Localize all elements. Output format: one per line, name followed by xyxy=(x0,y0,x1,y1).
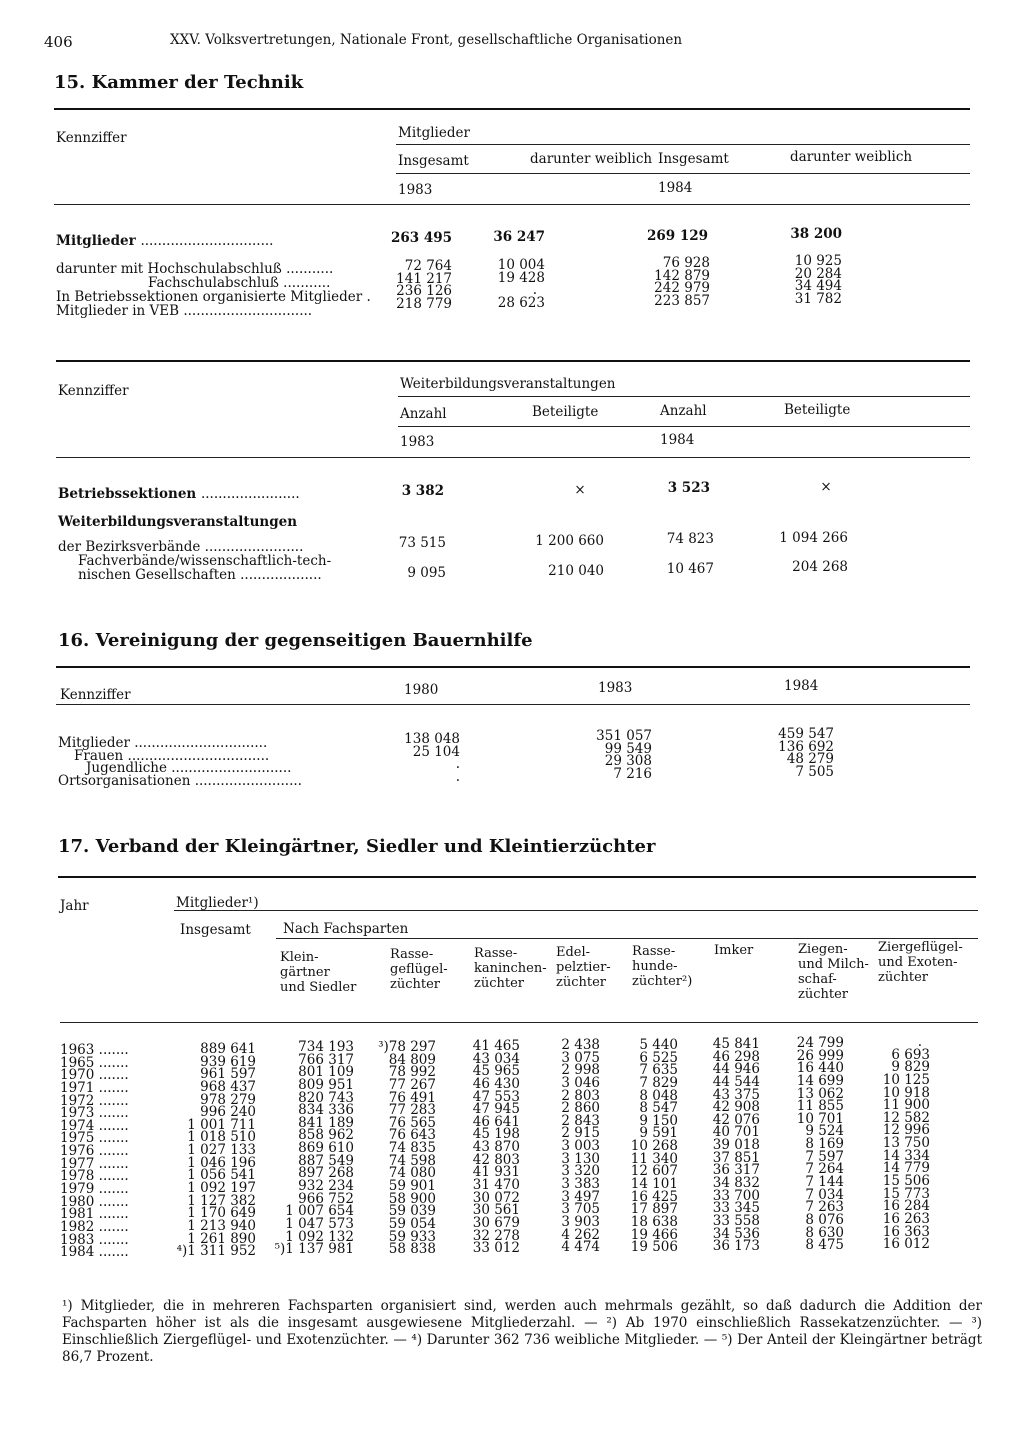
t3-col-1980: 138 048 25 104 . . xyxy=(404,731,460,785)
table-cell: 16 440 xyxy=(796,1060,844,1077)
table-cell: 3 320 xyxy=(561,1163,600,1180)
t2-group-header: Weiterbildungsveranstaltungen xyxy=(400,376,616,392)
table-cell: 19 506 xyxy=(630,1239,678,1256)
t4-year-column xyxy=(60,1044,129,1259)
table-cell: 26 999 xyxy=(796,1047,844,1064)
t1-col-weiblich-1983: darunter weiblich xyxy=(530,151,653,167)
table-cell: 3 903 xyxy=(561,1213,600,1230)
table-cell: 9 095 xyxy=(407,565,446,581)
t1-col-3: 76 928 142 879 242 979 223 857 xyxy=(654,255,710,309)
t1-col-2: 10 004 19 428 . 28 623 xyxy=(497,257,545,311)
table-cell: 1 018 510 xyxy=(187,1129,256,1146)
table-cell: 33 012 xyxy=(472,1240,520,1257)
year-value: 1983 xyxy=(60,1231,95,1248)
table-row-label: Betriebssektionen ....................... xyxy=(58,486,300,502)
t4-rassekaninchen-column xyxy=(460,1040,520,1255)
table-cell: 7 597 xyxy=(805,1148,844,1165)
table-cell: 1 094 266 xyxy=(779,530,848,546)
table-cell: 3 075 xyxy=(561,1049,600,1066)
table-cell: 39 018 xyxy=(712,1137,760,1154)
table-cell: 11 340 xyxy=(630,1150,678,1167)
table-cell: 820 743 xyxy=(298,1089,354,1106)
table-cell: 45 198 xyxy=(472,1126,520,1143)
t1-col-4: 10 925 20 284 34 494 31 782 xyxy=(794,253,842,307)
table-cell: 9 591 xyxy=(639,1125,678,1142)
year-value: 1972 xyxy=(60,1092,95,1109)
table-cell: 809 951 xyxy=(298,1076,354,1093)
table-cell: 2 998 xyxy=(561,1062,600,1079)
t4-subcol-header: Edel- pelztier- züchter xyxy=(556,945,611,990)
table-cell: 8 475 xyxy=(805,1237,844,1254)
table-cell: 38 200 xyxy=(790,226,842,242)
page-number: 406 xyxy=(44,33,73,51)
year-value: 1979 xyxy=(60,1181,95,1198)
table-cell: 204 268 xyxy=(792,559,848,575)
table-cell: 59 933 xyxy=(388,1228,436,1245)
t4-insgesamt-header: Insgesamt xyxy=(180,922,251,938)
table-cell: 834 336 xyxy=(298,1102,354,1119)
table-cell: 13 062 xyxy=(796,1085,844,1102)
table-cell: 46 298 xyxy=(712,1048,760,1065)
t1-kennziffer-header: Kennziffer xyxy=(56,130,127,146)
year-value: 1963 xyxy=(60,1042,95,1058)
table-cell: × xyxy=(820,479,832,495)
section-15-title: 15. Kammer der Technik xyxy=(54,72,304,93)
table-cell: 263 495 xyxy=(390,230,452,246)
table-cell: 1 007 654 xyxy=(285,1203,354,1220)
t3-col-1983: 351 057 99 549 29 308 7 216 xyxy=(596,728,652,782)
table-cell: 1 092 197 xyxy=(187,1180,256,1197)
table-cell: 34 832 xyxy=(712,1175,760,1192)
t2-year-1984: 1984 xyxy=(660,432,695,448)
leader-dots: ....... xyxy=(94,1218,129,1235)
table-cell: 43 870 xyxy=(472,1139,520,1156)
table-cell: 46 641 xyxy=(472,1113,520,1130)
t3-labels: Mitglieder ............................... Frauen ................................. Jugendliche ............................ Ortsorganisationen ......................... xyxy=(58,735,302,789)
table-cell: 961 597 xyxy=(200,1066,256,1083)
leader-dots: ....... xyxy=(94,1092,129,1109)
table-cell: 7 144 xyxy=(805,1174,844,1191)
section-17-title: 17. Verband der Kleingärtner, Siedler und Kleintierzüchter xyxy=(58,836,656,857)
leader-dots: ....... xyxy=(94,1105,129,1122)
table-cell: 1 027 133 xyxy=(187,1142,256,1159)
table-cell: 59 901 xyxy=(388,1178,436,1195)
table-cell: 19 466 xyxy=(630,1226,678,1243)
t3-year-1980: 1980 xyxy=(404,682,439,698)
table-cell: 11 900 xyxy=(882,1097,930,1114)
table-cell: 210 040 xyxy=(548,563,604,579)
table-cell: 77 283 xyxy=(388,1102,436,1119)
table-cell: 42 803 xyxy=(472,1151,520,1168)
table-cell: 43 034 xyxy=(472,1050,520,1067)
table-cell: 84 809 xyxy=(388,1051,436,1068)
year-value: 1973 xyxy=(60,1105,95,1122)
table-cell: 42 076 xyxy=(712,1111,760,1128)
table-cell: 16 425 xyxy=(630,1188,678,1205)
table-cell: 12 996 xyxy=(882,1122,930,1139)
table-cell: 78 992 xyxy=(388,1064,436,1081)
table-cell: 897 268 xyxy=(298,1165,354,1182)
table-cell: × xyxy=(574,482,586,498)
table-cell: 13 750 xyxy=(882,1135,930,1152)
table-cell: ⁴)1 311 952 xyxy=(176,1243,256,1260)
t2-col-anzahl-1984: Anzahl xyxy=(660,403,707,419)
t4-jahr-header: Jahr xyxy=(60,898,89,914)
t1-year-1984: 1984 xyxy=(658,180,693,196)
table-cell: 8 547 xyxy=(639,1100,678,1117)
table-cell: 24 799 xyxy=(796,1035,844,1051)
table-cell: 858 962 xyxy=(298,1127,354,1144)
table-cell: 2 803 xyxy=(561,1087,600,1104)
table-cell: 2 915 xyxy=(561,1125,600,1142)
table-cell: 3 523 xyxy=(667,480,710,496)
t1-group-header: Mitglieder xyxy=(398,125,470,141)
rule xyxy=(398,426,970,427)
table-cell: 3 383 xyxy=(561,1176,600,1193)
table-cell: 32 278 xyxy=(472,1227,520,1244)
leader-dots: ....... xyxy=(94,1193,129,1210)
table-row-label: Fachverbände/wissenschaftlich-tech- xyxy=(78,553,332,569)
table-cell: 9 524 xyxy=(805,1123,844,1140)
table-cell: 16 263 xyxy=(882,1210,930,1227)
t4-subcol-header: Rasse- kaninchen- züchter xyxy=(474,946,547,991)
t4-ziergefluegel-column xyxy=(862,1036,930,1251)
table-cell: 17 897 xyxy=(630,1201,678,1218)
t4-subcol-header: Klein- gärtner und Siedler xyxy=(280,950,357,995)
table-cell: 14 699 xyxy=(796,1072,844,1089)
table-cell: 30 072 xyxy=(472,1189,520,1206)
table-cell: 939 619 xyxy=(200,1053,256,1070)
table-cell: 7 034 xyxy=(805,1186,844,1203)
table-cell: 74 823 xyxy=(666,531,714,547)
table-cell: 59 039 xyxy=(388,1203,436,1220)
table-cell: 16 284 xyxy=(882,1198,930,1215)
table-cell: 2 843 xyxy=(561,1112,600,1129)
table-cell: 14 779 xyxy=(882,1160,930,1177)
t4-rassehunde-column xyxy=(622,1039,678,1254)
t2-year-1983: 1983 xyxy=(400,434,435,450)
table-cell: 10 918 xyxy=(882,1084,930,1101)
table-cell: 8 048 xyxy=(639,1087,678,1104)
leader-dots: ....... xyxy=(94,1117,129,1134)
table-cell: 841 189 xyxy=(298,1114,354,1131)
leader-dots: ....... xyxy=(94,1168,129,1185)
table-cell: 76 643 xyxy=(388,1127,436,1144)
table-cell: 968 437 xyxy=(200,1078,256,1095)
leader-dots: ....... xyxy=(94,1067,129,1084)
rule xyxy=(54,108,970,110)
t2-col-anzahl-1983: Anzahl xyxy=(400,406,447,422)
table-cell: 46 430 xyxy=(472,1075,520,1092)
table-cell: 11 855 xyxy=(796,1098,844,1115)
table-cell: 1 261 890 xyxy=(187,1230,256,1247)
table-row-label: der Bezirksverbände ....................... xyxy=(58,539,304,555)
rule xyxy=(56,704,970,705)
t4-insgesamt-column xyxy=(170,1043,256,1258)
rule xyxy=(396,144,970,145)
t4-subcol-header: Imker xyxy=(714,943,754,958)
table-cell: 7 829 xyxy=(639,1074,678,1091)
table-cell: 3 003 xyxy=(561,1138,600,1155)
year-value: 1970 xyxy=(60,1067,95,1084)
leader-dots: ....... xyxy=(94,1206,129,1223)
rule xyxy=(54,204,970,205)
table-cell: 36 173 xyxy=(712,1238,760,1255)
t4-imker-column xyxy=(700,1038,760,1253)
table-cell: 4 474 xyxy=(561,1239,600,1256)
table-cell: 3 046 xyxy=(561,1074,600,1091)
table-cell: 16 363 xyxy=(882,1223,930,1240)
t4-rassegefluegel-column xyxy=(374,1041,436,1256)
t4-kleingaertner-column xyxy=(270,1041,354,1256)
table-cell: 1 001 711 xyxy=(187,1116,256,1133)
table-cell: 33 345 xyxy=(712,1200,760,1217)
table-cell: 10 268 xyxy=(630,1138,678,1155)
table-row-year xyxy=(60,1246,129,1259)
t2-kennziffer-header: Kennziffer xyxy=(58,383,129,399)
table-cell: 3 497 xyxy=(561,1188,600,1205)
table-cell: 73 515 xyxy=(398,535,446,551)
table-cell: 734 193 xyxy=(298,1039,354,1055)
rule xyxy=(60,1022,978,1023)
table-cell: 869 610 xyxy=(298,1140,354,1157)
table-cell: 36 247 xyxy=(493,229,545,245)
year-value: 1981 xyxy=(60,1206,95,1223)
table-cell: 4 262 xyxy=(561,1226,600,1243)
table-cell: 45 841 xyxy=(712,1036,760,1052)
table-cell: 1 046 196 xyxy=(187,1154,256,1171)
table-cell: 10 125 xyxy=(882,1071,930,1088)
table-cell: 6 525 xyxy=(639,1049,678,1066)
table-cell: 978 279 xyxy=(200,1091,256,1108)
rule xyxy=(276,938,978,939)
table-cell: 996 240 xyxy=(200,1104,256,1121)
t4-subcol-header: Rasse- hunde- züchter²) xyxy=(632,944,693,989)
t4-subcol-header: Ziegen- und Milch- schaf- züchter xyxy=(798,942,869,1002)
table-cell: 2 438 xyxy=(561,1037,600,1053)
table-cell: 1 213 940 xyxy=(187,1217,256,1234)
table-cell: 47 553 xyxy=(472,1088,520,1105)
year-value: 1984 xyxy=(60,1244,95,1261)
table-cell: ³)78 297 xyxy=(378,1039,436,1055)
table-cell: 5 440 xyxy=(639,1037,678,1053)
table-cell: ⁵)1 137 981 xyxy=(274,1241,354,1258)
table-cell: 77 267 xyxy=(388,1076,436,1093)
table-cell: 3 130 xyxy=(561,1150,600,1167)
leader-dots: ....... xyxy=(94,1079,129,1096)
leader-dots: ....... xyxy=(94,1231,129,1248)
year-value: 1978 xyxy=(60,1168,95,1185)
table-row-label: Mitglieder in VEB .............................. xyxy=(56,303,313,319)
year-value: 1982 xyxy=(60,1218,95,1235)
t3-col-1984: 459 547 136 692 48 279 7 505 xyxy=(778,726,834,780)
table-cell: 40 701 xyxy=(712,1124,760,1141)
year-value: 1975 xyxy=(60,1130,95,1147)
t3-year-1984: 1984 xyxy=(784,678,819,694)
table-cell: 41 465 xyxy=(472,1038,520,1054)
table-cell: 1 056 541 xyxy=(187,1167,256,1184)
table-row-label: Mitglieder ............................... xyxy=(56,233,274,249)
table-cell: 2 860 xyxy=(561,1100,600,1117)
table-cell: 15 506 xyxy=(882,1173,930,1190)
table-cell: . xyxy=(917,1034,922,1050)
t2-col-beteiligte-1984: Beteiligte xyxy=(784,402,851,418)
table-cell: 47 945 xyxy=(472,1101,520,1118)
table-cell: 1 127 382 xyxy=(187,1192,256,1209)
table-cell: 74 598 xyxy=(388,1152,436,1169)
table-cell: 14 334 xyxy=(882,1147,930,1164)
table-cell: 59 054 xyxy=(388,1215,436,1232)
table-cell: 932 234 xyxy=(298,1178,354,1195)
t4-edelpelztier-column xyxy=(548,1039,600,1254)
table-cell: 44 946 xyxy=(712,1061,760,1078)
table-cell: 43 375 xyxy=(712,1086,760,1103)
table-cell: 801 109 xyxy=(298,1064,354,1081)
rule xyxy=(56,457,970,458)
table-cell: 36 317 xyxy=(712,1162,760,1179)
table-cell: 9 829 xyxy=(891,1059,930,1076)
t2-col-beteiligte-1983: Beteiligte xyxy=(532,404,599,420)
table-cell: 14 101 xyxy=(630,1176,678,1193)
t1-col-1: 72 764 141 217 236 126 218 779 xyxy=(396,258,452,312)
table-row-label: Weiterbildungsveranstaltungen xyxy=(58,514,298,530)
leader-dots: ....... xyxy=(94,1054,129,1071)
table-row-label: darunter mit Hochschulabschluß ........... xyxy=(56,261,334,277)
t1-col-weiblich-1984: darunter weiblich xyxy=(790,149,913,165)
table-cell: 269 129 xyxy=(646,228,708,244)
year-value: 1977 xyxy=(60,1155,95,1172)
leader-dots: ....... xyxy=(94,1130,129,1147)
t4-ziegen-column xyxy=(786,1037,844,1252)
table-cell: 58 838 xyxy=(388,1241,436,1258)
table-cell: 8 630 xyxy=(805,1224,844,1241)
t4-subcol-header: Rasse- geflügel- züchter xyxy=(390,947,448,992)
table-cell: 30 679 xyxy=(472,1214,520,1231)
section-16-title: 16. Vereinigung der gegenseitigen Bauernhilfe xyxy=(58,630,533,651)
table-cell: 15 773 xyxy=(882,1185,930,1202)
year-value: 1974 xyxy=(60,1117,95,1134)
table-cell: 30 561 xyxy=(472,1202,520,1219)
year-value: 1976 xyxy=(60,1143,95,1160)
table-cell: 41 931 xyxy=(472,1164,520,1181)
table-cell: 3 705 xyxy=(561,1201,600,1218)
t1-col-insgesamt-1984: Insgesamt xyxy=(658,151,729,167)
table-cell: 58 900 xyxy=(388,1190,436,1207)
table-cell: 18 638 xyxy=(630,1213,678,1230)
rule xyxy=(56,360,970,362)
table-cell: 12 607 xyxy=(630,1163,678,1180)
table-cell: 1 092 132 xyxy=(285,1228,354,1245)
table-cell: 1 047 573 xyxy=(285,1215,354,1232)
t4-mitglieder-header: Mitglieder¹) xyxy=(176,895,259,911)
year-value: 1980 xyxy=(60,1193,95,1210)
year-value: 1971 xyxy=(60,1079,95,1096)
table-cell: 766 317 xyxy=(298,1051,354,1068)
table-cell: 7 264 xyxy=(805,1161,844,1178)
table-cell: 31 470 xyxy=(472,1177,520,1194)
table-cell: 33 700 xyxy=(712,1187,760,1204)
table-cell: 10 467 xyxy=(666,561,714,577)
t4-fachsparten-header: Nach Fachsparten xyxy=(283,921,409,937)
rule xyxy=(396,173,970,174)
table-row-label: In Betriebssektionen organisierte Mitglieder . xyxy=(56,289,371,305)
rule xyxy=(56,666,970,668)
t4-subcol-header: Ziergeflügel- und Exoten- züchter xyxy=(878,940,963,985)
rule xyxy=(398,396,970,397)
table-cell: 7 635 xyxy=(639,1062,678,1079)
t3-kennziffer-header: Kennziffer xyxy=(60,687,131,703)
table-cell: 966 752 xyxy=(298,1190,354,1207)
running-title: XXV. Volksvertretungen, Nationale Front, gesellschaftliche Organisationen xyxy=(170,32,683,48)
table-cell: 76 491 xyxy=(388,1089,436,1106)
t3-year-1983: 1983 xyxy=(598,680,633,696)
table-cell: 1 200 660 xyxy=(535,533,604,549)
table-cell: 7 263 xyxy=(805,1199,844,1216)
table-cell: 10 701 xyxy=(796,1110,844,1127)
year-value: 1965 xyxy=(60,1054,95,1071)
leader-dots: ....... xyxy=(94,1181,129,1198)
table-cell: 44 544 xyxy=(712,1073,760,1090)
table-cell: 34 536 xyxy=(712,1225,760,1242)
t1-year-1983: 1983 xyxy=(398,182,433,198)
table-cell: 3 382 xyxy=(401,483,444,499)
rule xyxy=(58,876,976,878)
table-cell: 42 908 xyxy=(712,1099,760,1116)
table-cell: 8 169 xyxy=(805,1136,844,1153)
leader-dots: ....... xyxy=(94,1244,129,1261)
table-cell: 887 549 xyxy=(298,1152,354,1169)
leader-dots: ....... xyxy=(94,1155,129,1172)
table-cell: 16 012 xyxy=(882,1236,930,1253)
table-cell: 74 080 xyxy=(388,1165,436,1182)
footnotes: ¹) Mitglieder, die in mehreren Fachsparten organisiert sind, werden auch mehrmals gezählt, so daß dadurch die Addition der Fachsparten höher ist als die insgesamt ausgewiesene Mitgliederzahl. — ²) Ab 1970 einschließlich Rassekatzenzüchter. — ³) Einschließlich Ziergeflügel- und Exotenzüchter. — ⁴) Darunter 362 736 weibliche Mitglieder. — ⁵) Der Anteil der Kleingärtner beträgt 86,7 Prozent. xyxy=(62,1298,982,1365)
table-cell: 37 851 xyxy=(712,1149,760,1166)
table-cell: 6 693 xyxy=(891,1046,930,1063)
table-cell: 9 150 xyxy=(639,1112,678,1129)
table-row-label: Fachschulabschluß ........... xyxy=(148,275,331,291)
table-cell: 45 965 xyxy=(472,1063,520,1080)
table-cell: 76 565 xyxy=(388,1114,436,1131)
table-row-label: nischen Gesellschaften ................... xyxy=(78,567,322,583)
table-cell: 1 170 649 xyxy=(187,1205,256,1222)
table-cell: 12 582 xyxy=(882,1109,930,1126)
leader-dots: ....... xyxy=(94,1143,129,1160)
rule xyxy=(174,910,978,911)
table-cell: 8 076 xyxy=(805,1211,844,1228)
table-cell: 74 835 xyxy=(388,1140,436,1157)
leader-dots: ....... xyxy=(94,1042,129,1058)
table-cell: 889 641 xyxy=(200,1041,256,1057)
t1-col-insgesamt-1983: Insgesamt xyxy=(398,153,469,169)
table-cell: 33 558 xyxy=(712,1212,760,1229)
